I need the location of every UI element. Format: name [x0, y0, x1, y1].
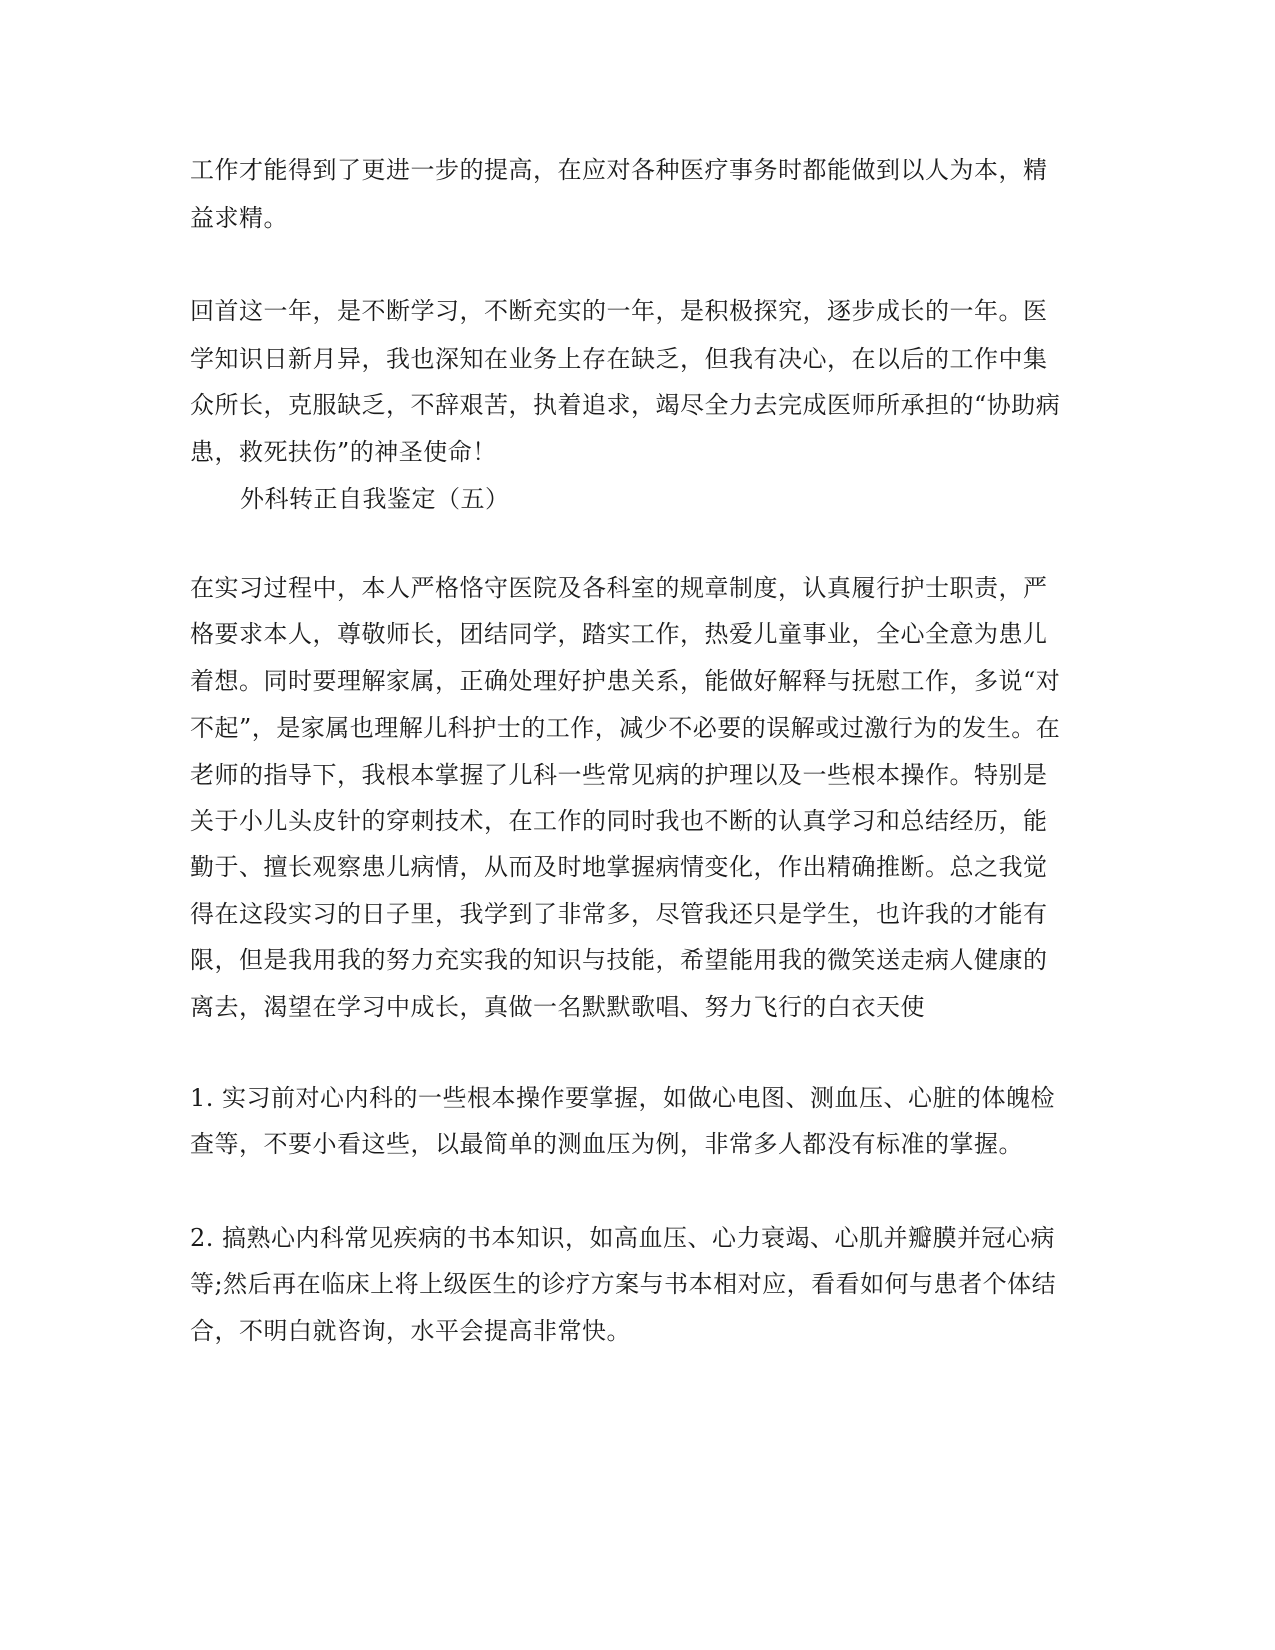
paragraph-3-line-4: 不起”，是家属也理解儿科护士的工作，减少不必要的误解或过激行为的发生。在: [190, 714, 1061, 742]
paragraph-2-line-4: 患，救死扶伤”的神圣使命！: [190, 438, 497, 466]
paragraph-5-line-3: 合，不明白就咨询，水平会提高非常快。: [190, 1317, 631, 1345]
paragraph-3-line-9: 限，但是我用我的努力充实我的知识与技能，希望能用我的微笑送走病人健康的: [190, 946, 1048, 974]
paragraph-5-line-1: 2. 搞熟心内科常见疾病的书本知识，如高血压、心力衰竭、心肌并瓣膜并冠心病: [190, 1224, 1056, 1252]
paragraph-3-line-3: 着想。同时要理解家属，正确处理好护患关系，能做好解释与抚慰工作，多说“对: [190, 667, 1061, 695]
paragraph-3-line-7: 勤于、擅长观察患儿病情，从而及时地掌握病情变化，作出精确推断。总之我觉: [190, 853, 1048, 881]
paragraph-2-line-2: 学知识日新月异，我也深知在业务上存在缺乏，但我有决心，在以后的工作中集: [190, 345, 1048, 373]
paragraph-4-line-2: 查等，不要小看这些，以最简单的测血压为例，非常多人都没有标准的掌握。: [190, 1130, 1023, 1158]
paragraph-2-line-3: 众所长，克服缺乏，不辞艰苦，执着追求，竭尽全力去完成医师所承担的“协助病: [190, 391, 1061, 419]
paragraph-1-line-2: 益求精。: [190, 204, 288, 232]
paragraph-3-line-8: 得在这段实习的日子里，我学到了非常多，尽管我还只是学生，也许我的才能有: [190, 900, 1048, 928]
paragraph-3-line-5: 老师的指导下，我根本掌握了儿科一些常见病的护理以及一些根本操作。特别是: [190, 761, 1048, 789]
paragraph-1-line-1: 工作才能得到了更进一步的提高，在应对各种医疗事务时都能做到以人为本，精: [190, 156, 1048, 184]
paragraph-2-line-1: 回首这一年，是不断学习，不断充实的一年，是积极探究，逐步成长的一年。医: [190, 297, 1048, 325]
section-heading: 外科转正自我鉴定（五）: [240, 485, 510, 513]
paragraph-3-line-6: 关于小儿头皮针的穿刺技术，在工作的同时我也不断的认真学习和总结经历，能: [190, 807, 1048, 835]
paragraph-3-line-1: 在实习过程中，本人严格恪守医院及各科室的规章制度，认真履行护士职责，严: [190, 574, 1048, 602]
paragraph-3-line-10: 离去，渴望在学习中成长，真做一名默默歌唱、努力飞行的白衣天使: [190, 993, 925, 1021]
paragraph-4-line-1: 1. 实习前对心内科的一些根本操作要掌握，如做心电图、测血压、心脏的体魄检: [190, 1084, 1056, 1112]
paragraph-3-line-2: 格要求本人，尊敬师长，团结同学，踏实工作，热爱儿童事业，全心全意为患儿: [190, 620, 1048, 648]
paragraph-5-line-2: 等;然后再在临床上将上级医生的诊疗方案与书本相对应，看看如何与患者个体结: [190, 1270, 1057, 1298]
